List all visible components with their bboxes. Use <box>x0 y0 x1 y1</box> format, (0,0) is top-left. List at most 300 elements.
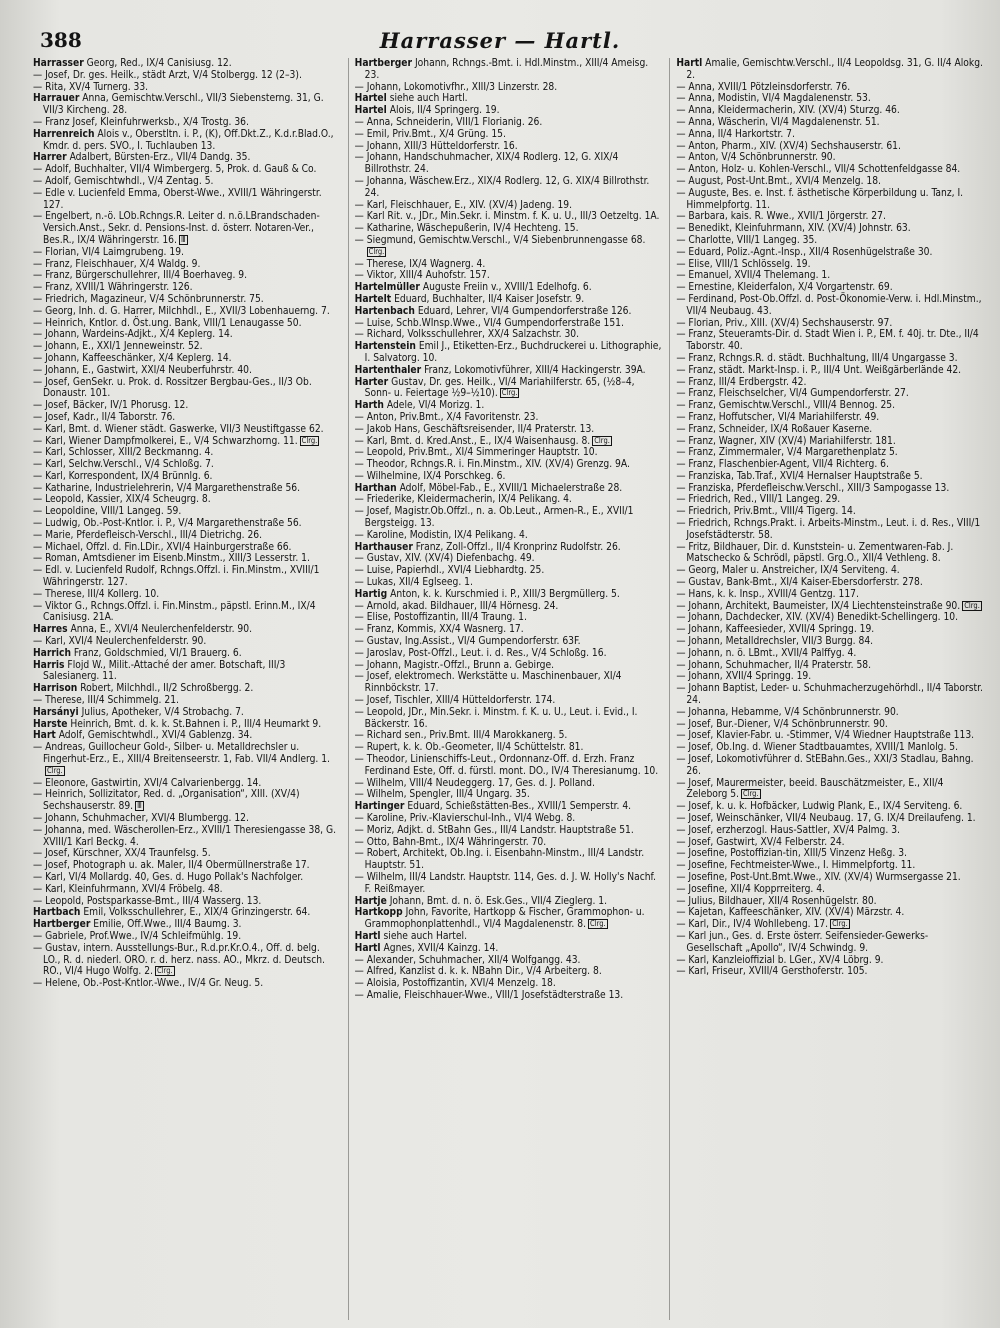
directory-entry <box>676 353 983 365</box>
directory-entry <box>33 825 340 849</box>
directory-entry <box>33 377 340 401</box>
directory-entry <box>355 365 662 377</box>
entry-surname: Harres <box>33 624 68 636</box>
directory-entry <box>33 70 340 82</box>
directory-entry <box>33 294 340 306</box>
directory-entry <box>355 141 662 153</box>
entry-text: — Hans, k. k. Insp., XVIII/4 Gentzg. 117. <box>676 588 859 600</box>
entry-text: — Franz, Zimmermaler, V/4 Margarethenplatz 5. <box>676 447 898 459</box>
directory-entry <box>33 129 340 153</box>
entry-text: — Johann, Architekt, Baumeister, IX/4 Liechtensteinstraße 90. <box>676 600 961 612</box>
entry-text: — Anton, Priv.Bmt., X/4 Favoritenstr. 23. <box>354 411 539 423</box>
directory-entry <box>676 400 983 412</box>
directory-entry <box>355 742 662 754</box>
directory-entry <box>676 329 983 353</box>
directory-entry <box>33 459 340 471</box>
entry-surname: Hartl <box>354 942 381 954</box>
entry-badge: Clrg. <box>742 789 759 799</box>
directory-entry <box>33 164 340 176</box>
entry-text: — Johann, XVII/4 Springg. 19. <box>676 671 812 683</box>
entry-surname: Hartel <box>354 105 387 117</box>
directory-entry <box>355 990 662 1002</box>
entry-text: — Edl. v. Lucienfeld Rudolf, Rchngs.Offzl. i. Fin.Minstm., XVIII/1 Währingerstr. 127. <box>33 565 320 589</box>
directory-entry <box>676 82 983 94</box>
entry-text: — Katharine, Industrielehrerin, V/4 Margarethenstraße 56. <box>33 482 301 494</box>
entry-text: — Leopold, JDr., Min.Sekr. i. Minstm. f. K. u. U., Leut. i. Evid., I. Bäckerstr. 16. <box>354 706 638 730</box>
entry-surname: Harthan <box>354 482 397 494</box>
entry-text: — Johann, Handschuhmacher, XIX/4 Rodlerg. 12, G. XIX/4 Billrothstr. 24. <box>354 152 619 176</box>
entry-text: — Gustav, XIV. (XV/4) Diefenbachg. 49. <box>354 553 535 565</box>
entry-text: — Anna, Kleidermacherin, XIV. (XV/4) Sturzg. 46. <box>676 105 900 117</box>
directory-entry <box>676 506 983 518</box>
entry-text: — Barbara, kais. R. Wwe., XVII/1 Jörgerstr. 27. <box>676 211 886 223</box>
entry-text: Georg, Red., IX/4 Canisiusg. 12. <box>86 58 232 69</box>
directory-entry <box>355 660 662 672</box>
entry-text: — Marie, Pferdefleisch-Verschl., III/4 Dietrichg. 26. <box>33 529 263 541</box>
entry-text: — Karoline, Priv.-Klavierschul-Inh., VI/4 Webg. 8. <box>354 813 576 824</box>
entry-text: — Anna, II/4 Harkortstr. 7. <box>676 128 795 140</box>
entry-text: — Leopold, Kassier, XIX/4 Scheugrg. 8. <box>33 494 211 506</box>
entry-text: — Johann, E., XXI/1 Jenneweinstr. 52. <box>33 341 203 353</box>
directory-entry <box>676 848 983 860</box>
entry-surname: Harrison <box>33 683 78 695</box>
entry-text: — Josef, erzherzogl. Haus-Sattler, XV/4 Palmg. 3. <box>676 824 900 836</box>
entry-surname: Hartenstein <box>354 341 416 353</box>
directory-entry <box>33 601 340 625</box>
entry-text: — Johann, Kaffeeschänker, X/4 Keplerg. 14. <box>33 352 232 364</box>
entry-text: — Josef, Magistr.Ob.Offzl., n. a. Ob.Leut., Armen-R., E., XVII/1 Bergsteigg. 13. <box>354 506 634 530</box>
directory-entry <box>676 778 983 802</box>
entry-text: — Josef, Kadr., II/4 Taborstr. 76. <box>33 411 176 423</box>
entry-text: — Katharine, Wäschepußerin, IV/4 Hechteng. 15. <box>354 223 579 235</box>
running-head: Harrasser — Hartl. <box>379 28 621 53</box>
directory-entry <box>676 436 983 448</box>
entry-text: — Franz, Flaschenbier-Agent, VII/4 Richterg. 6. <box>676 459 889 471</box>
directory-entry <box>355 400 662 412</box>
directory-entry <box>676 612 983 624</box>
directory-entry <box>33 813 340 825</box>
entry-text: — Siegmund, Gemischtw.Verschl., V/4 Siebenbrunnengasse 68. <box>354 234 646 246</box>
directory-entry <box>33 82 340 94</box>
directory-entry <box>355 966 662 978</box>
entry-text: — Alexander, Schuhmacher, XII/4 Wolfgangg. 43. <box>354 954 581 966</box>
entry-text: — Johann Baptist, Leder- u. Schuhmacherzugehörhdl., II/4 Taborstr. 24. <box>676 683 983 707</box>
entry-text: — Florian, VI/4 Laimgrubeng. 19. <box>33 246 184 258</box>
directory-entry <box>676 884 983 896</box>
directory-entry <box>676 860 983 872</box>
entry-text: — Josef, Maurermeister, beeid. Bauschätzmeister, E., XII/4 Zeleborg 5. <box>676 777 944 801</box>
entry-text: Eduard, Schießstätten-Bes., XVIII/1 Semperstr. 4. <box>407 801 632 813</box>
directory-entry <box>676 58 983 82</box>
entry-text: — Auguste, Bes. e. Inst. f. ästhetische Körperbildung u. Tanz, I. Himmelpfortg. 11. <box>676 187 964 211</box>
entry-text: — Josef, Weinschänker, VII/4 Neubaug. 17, G. IX/4 Dreilaufeng. 1. <box>676 813 976 824</box>
entry-text: — Wilhelm, VIII/4 Neudeggerg. 17, Ges. d. J. Polland. <box>354 777 595 789</box>
entry-surname: Hartberger <box>33 919 91 931</box>
entry-text: — Anton, Holz- u. Kohlen-Verschl., VII/4 Schottenfeldgasse 84. <box>676 164 961 176</box>
directory-entry <box>355 565 662 577</box>
directory-entry <box>355 601 662 613</box>
entry-text: — Wilhelm, III/4 Landstr. Hauptstr. 114, Ges. d. J. W. Holly's Nachf. F. Reißmayer. <box>354 871 656 895</box>
entry-badge: Clrg. <box>301 435 318 445</box>
entry-surname: Hartelmüller <box>354 282 420 294</box>
entry-text: — Charlotte, VIII/1 Langeg. 35. <box>676 234 818 246</box>
entry-text: Adele, VI/4 Morizg. 1. <box>386 400 485 412</box>
directory-entry <box>33 778 340 790</box>
entry-text: — Anna, XVIII/1 Pötzleinsdorferstr. 76. <box>676 81 851 93</box>
entry-text: — Karoline, Modistin, IX/4 Pelikang. 4. <box>354 529 528 541</box>
entry-text: — Johann, Metalldrechsler, VII/3 Burgg. 84. <box>676 636 874 648</box>
entry-text: — Karl, Friseur, XVIII/4 Gersthoferstr. 105. <box>676 966 868 978</box>
directory-entry <box>676 919 983 931</box>
entry-text: — Josef, Dr. ges. Heilk., städt Arzt, V/4 Stolbergg. 12 (2–3). <box>33 69 302 81</box>
entry-text: Auguste Freiin v., XVIII/1 Edelhofg. 6. <box>422 282 592 294</box>
directory-entry <box>33 896 340 908</box>
entry-text: — Robert, Architekt, Ob.Ing. i. Eisenbahn-Minstm., III/4 Landstr. Hauptstr. 51. <box>354 848 645 872</box>
entry-text: — Johann, Dachdecker, XIV. (XV/4) Benedikt-Schellingerg. 10. <box>676 612 959 624</box>
directory-entry <box>355 553 662 565</box>
directory-entry <box>33 719 340 731</box>
directory-entry <box>676 589 983 601</box>
directory-entry <box>33 789 340 813</box>
directory-entry <box>676 754 983 778</box>
directory-entry <box>676 730 983 742</box>
entry-text: — Richard sen., Priv.Bmt. III/4 Marokkanerg. 5. <box>354 730 568 742</box>
directory-entry <box>676 282 983 294</box>
entry-text: — Karl, Schlosser, XIII/2 Beckmanng. 4. <box>33 447 214 459</box>
directory-entry <box>33 471 340 483</box>
entry-text: — Richard, Volksschullehrer, XX/4 Salzachstr. 30. <box>354 329 580 341</box>
entry-badge: Clrg. <box>964 600 980 610</box>
directory-entry <box>33 884 340 896</box>
directory-entry <box>676 683 983 707</box>
directory-entry <box>676 896 983 908</box>
entry-text: Alois v., Oberstltn. i. P., (K), Off.Dkt.Z., K.d.r.Blad.O., Kmdr. d. pers. SVO., I. Tuchlauben 13. <box>43 128 334 152</box>
entry-text: — Moriz, Adjkt. d. StBahn Ges., III/4 Landstr. Hauptstraße 51. <box>354 824 634 836</box>
entry-badge: Clrg. <box>156 966 173 976</box>
directory-entry <box>355 176 662 200</box>
entry-text: — Friedrich, Red., VIII/1 Langeg. 29. <box>676 494 841 506</box>
entry-text: — Anton, Pharm., XIV. (XV/4) Sechshauserstr. 61. <box>676 140 901 152</box>
entry-text: — Franziska, Tab.Traf., XVI/4 Hernalser Hauptstraße 5. <box>676 470 923 482</box>
entry-text: — Kajetan, Kaffeeschänker, XIV. (XV/4) Märzstr. 4. <box>676 907 905 919</box>
directory-entry <box>33 730 340 742</box>
directory-entry <box>355 117 662 129</box>
entry-text: — Johanna, Wäschew.Erz., XIX/4 Rodlerg. 12, G. XIX/4 Billrothstr. 24. <box>354 175 650 199</box>
directory-entry <box>33 683 340 695</box>
directory-entry <box>33 400 340 412</box>
entry-text: — Therese, IX/4 Wagnerg. 4. <box>354 258 486 270</box>
entry-text: — Alfred, Kanzlist d. k. k. NBahn Dir., V/4 Arbeiterg. 8. <box>354 966 602 978</box>
entry-text: — Adolf, Gemischtwhdl., V/4 Zentag. 5. <box>33 175 214 187</box>
directory-entry <box>33 329 340 341</box>
entry-text: Anna, E., XVI/4 Neulerchenfelderstr. 90. <box>70 624 252 636</box>
entry-badge: Clrg. <box>501 388 518 398</box>
entry-text: Robert, Milchhdl., II/2 Schroßbergg. 2. <box>80 683 254 695</box>
directory-entry <box>355 624 662 636</box>
directory-entry <box>355 943 662 955</box>
entry-text: Adolf, Möbel-Fab., E., XVIII/1 Michaelerstraße 28. <box>399 482 623 494</box>
entry-text: — Ludwig, Ob.-Post-Kntlor. i. P., V/4 Margarethenstraße 56. <box>33 518 302 530</box>
entry-text: — Johann, Lokomotivfhr., XIII/3 Linzerstr. 28. <box>354 81 558 93</box>
entry-badge: Clrg. <box>47 765 63 775</box>
directory-entry <box>676 565 983 577</box>
entry-text: — Franz, Gemischtw.Verschl., VIII/4 Bennog. 25. <box>676 400 896 412</box>
entry-text: Heinrich, Bmt. d. k. k. St.Bahnen i. P., III/4 Heumarkt 9. <box>70 718 322 730</box>
entry-surname: Hartbach <box>33 907 81 919</box>
entry-text: — Florian, Priv., XIII. (XV/4) Sechshauserstr. 97. <box>676 317 893 329</box>
directory-entry <box>355 270 662 282</box>
directory-entry <box>355 848 662 872</box>
entry-text: — Michael, Offzl. d. Fin.LDir., XVI/4 Hainburgerstraße 66. <box>33 541 292 553</box>
directory-entry <box>676 837 983 849</box>
directory-entry <box>676 412 983 424</box>
directory-entry <box>33 282 340 294</box>
entry-text: — Josefine, Fechtmeister-Wwe., I. Himmelpfortg. 11. <box>676 860 916 872</box>
entry-text: Adolf, Gemischtwhdl., XVI/4 Gablenzg. 34. <box>58 730 253 742</box>
entry-text: — Jakob Hans, Geschäftsreisender, II/4 Praterstr. 13. <box>354 423 595 435</box>
directory-entry <box>676 294 983 318</box>
entry-text: — Friedrich, Rchngs.Prakt. i. Arbeits-Minstm., Leut. i. d. Res., VIII/1 Josefstädterstr. 58. <box>676 518 981 541</box>
directory-entry <box>676 601 983 613</box>
entry-text: — Franz, Fleischhauer, X/4 Waldg. 9. <box>33 258 201 270</box>
directory-entry <box>676 518 983 542</box>
entry-surname: Harth <box>354 400 384 412</box>
entry-surname: Harter <box>354 376 389 388</box>
entry-text: — Franz, Fleischselcher, VI/4 Gumpendorferstr. 27. <box>676 388 909 400</box>
directory-entry <box>676 223 983 235</box>
entry-text: — Franz, Schneider, IX/4 Roßauer Kaserne. <box>676 423 873 435</box>
directory-entry <box>355 235 662 259</box>
entry-text: — Josef, Gastwirt, XV/4 Felberstr. 24. <box>676 836 845 848</box>
directory-entry <box>355 801 662 813</box>
directory-entry <box>676 648 983 660</box>
entry-surname: Harris <box>33 659 65 671</box>
directory-entry <box>33 542 340 554</box>
entry-text: — Franz, Steueramts-Dir. d. Stadt Wien i. P., EM. f. 40j. tr. Dte., II/4 Taborstr. 40. <box>676 329 979 353</box>
directory-entry <box>355 341 662 365</box>
entry-text: — Karl Rit. v., JDr., Min.Sekr. i. Minstm. f. K. u. U., III/3 Oetzeltg. 1A. <box>354 211 660 223</box>
entry-text: — Johann, XIII/3 Hütteldorferstr. 16. <box>354 140 518 152</box>
entry-text: — Georg, Inh. d. G. Harrer, Milchhdl., E., XVII/3 Lobenhauerng. 7. <box>33 305 330 317</box>
directory-entry <box>355 530 662 542</box>
entry-text: — Karl, Kleinfuhrmann, XVI/4 Fröbelg. 48. <box>33 883 223 895</box>
entry-text: — Elise, VIII/1 Schlösselg. 19. <box>676 258 811 270</box>
directory-entry <box>33 636 340 648</box>
directory-entry <box>33 447 340 459</box>
directory-entry <box>676 483 983 495</box>
entry-text: — Josef, k. u. k. Hofbäcker, Ludwig Plank, E., IX/4 Serviteng. 6. <box>676 801 963 813</box>
directory-entry <box>676 424 983 436</box>
entry-text: — Anna, Schneiderin, VIII/1 Florianig. 26. <box>354 116 543 128</box>
entry-text: — Lukas, XII/4 Eglseeg. 1. <box>354 577 473 589</box>
directory-entry <box>33 660 340 684</box>
entry-surname: Harste <box>33 718 68 730</box>
directory-entry <box>355 329 662 341</box>
directory-entry <box>676 801 983 813</box>
directory-entry <box>676 388 983 400</box>
directory-entry <box>676 105 983 117</box>
entry-text: — Franz, III/4 Erdbergstr. 42. <box>676 376 807 388</box>
entry-text: — Josef, Klavier-Fabr. u. -Stimmer, V/4 Wiedner Hauptstraße 113. <box>676 730 975 742</box>
entry-surname: Harsányi <box>33 706 79 718</box>
directory-entry <box>355 412 662 424</box>
entry-text: — Josef, GenSekr. u. Prok. d. Rossitzer Bergbau-Ges., II/3 Ob. Donaustr. 101. <box>33 376 312 400</box>
directory-entry <box>33 907 340 919</box>
directory-entry <box>676 117 983 129</box>
directory-entry <box>355 306 662 318</box>
entry-text: — Ferdinand, Post-Ob.Offzl. d. Post-Ökonomie-Verw. i. Hdl.Minstm., VII/4 Neubaug. 43. <box>676 293 982 317</box>
directory-entry <box>676 152 983 164</box>
directory-entry <box>676 247 983 259</box>
entry-text: — Josefine, Postoffizian-tin, XIII/5 Vinzenz Heßg. 3. <box>676 848 907 860</box>
directory-entry <box>33 506 340 518</box>
directory-entry <box>355 589 662 601</box>
directory-entry <box>33 742 340 777</box>
directory-entry <box>355 648 662 660</box>
entry-text: — Gustav, Bank-Bmt., XI/4 Kaiser-Ebersdorferstr. 278. <box>676 577 923 589</box>
directory-entry <box>33 176 340 188</box>
entry-text: Anton, k. k. Kurschmied i. P., XIII/3 Bergmüllerg. 5. <box>390 588 620 600</box>
entry-text: Johann, Rchngs.-Bmt. i. Hdl.Minstm., XIII/4 Ameisg. 23. <box>364 58 649 81</box>
entry-text: — Theodor, Linienschiffs-Leut., Ordonnanz-Off. d. Erzh. Franz Ferdinand Este, Off. d. fürstl. mont. DO., IV/4 Theresianumg. 10. <box>354 754 659 777</box>
directory-entry <box>33 270 340 282</box>
directory-entry <box>676 129 983 141</box>
directory-entry <box>676 447 983 459</box>
directory-entry <box>33 931 340 943</box>
entry-text: — Viktor G., Rchngs.Offzl. i. Fin.Minstm., päpstl. Erinn.M., IX/4 Canisiusg. 21A. <box>33 600 316 624</box>
directory-entry <box>676 636 983 648</box>
directory-entry <box>355 577 662 589</box>
entry-surname: Harrich <box>33 647 71 659</box>
entry-text: — Josefine, XII/4 Kopprreiterg. 4. <box>676 883 825 895</box>
entry-text: — Wilhelmine, IX/4 Porschkeg. 6. <box>354 470 506 482</box>
entry-text: — Josefine, Post-Unt.Bmt.Wwe., XIV. (XV/4) Wurmsergasse 21. <box>676 871 961 883</box>
page-header <box>0 28 1000 58</box>
entry-text: — Julius, Bildhauer, XII/4 Rosenhügelstr. 80. <box>676 895 877 907</box>
directory-entry <box>33 247 340 259</box>
entry-text: — Johann, E., Gastwirt, XXI/4 Neuberfuhrstr. 40. <box>33 364 252 376</box>
entry-surname: Hartl <box>676 58 703 69</box>
page-number: 388 <box>40 28 82 52</box>
entry-badge: Clrg. <box>594 435 610 445</box>
column-2 <box>348 58 662 1320</box>
directory-entry <box>355 424 662 436</box>
directory-entry <box>355 152 662 176</box>
directory-entry <box>33 530 340 542</box>
directory-entry <box>676 164 983 176</box>
entry-text: Amalie, Gemischtw.Verschl., II/4 Leopoldsg. 31, G. II/4 Alokg. 2. <box>686 58 983 81</box>
entry-text: — Leopoldine, VIII/1 Langeg. 59. <box>33 506 182 518</box>
directory-entry <box>676 660 983 672</box>
entry-text: — Leopold, Priv.Bmt., XI/4 Simmeringer Hauptstr. 10. <box>354 447 598 459</box>
entry-text: — Karl, Kanzleioffizial b. LGer., XV/4 Löbrg. 9. <box>676 954 884 966</box>
entry-text: — Franz, XVIII/1 Währingerstr. 126. <box>33 282 193 294</box>
entry-text: — Theodor, Rchngs.R. i. Fin.Minstm., XIV. (XV/4) Grenzg. 9A. <box>354 459 630 471</box>
entry-text: — Georg, Maler u. Anstreicher, IX/4 Serviteng. 4. <box>676 565 900 577</box>
directory-entry <box>33 412 340 424</box>
directory-entry <box>355 837 662 849</box>
entry-text: — Andreas, Guillocheur Gold-, Silber- u. Metalldrechsler u. Fingerhut-Erz., E., XIII/4 Breitenseerstr. 1, Fab. VII/4 Andlerg. 1. <box>33 742 330 766</box>
entry-badge: Clrg. <box>832 919 848 929</box>
entry-text: — Anna, Wäscherin, VI/4 Magdalenenstr. 51. <box>676 116 880 128</box>
entry-text: — Amalie, Fleischhauer-Wwe., VIII/1 Josefstädterstraße 13. <box>354 989 624 1001</box>
entry-text: siehe auch Hartl. <box>389 93 468 105</box>
entry-text: — Friedrich, Magazineur, V/4 Schönbrunnerstr. 75. <box>33 293 264 305</box>
directory-entry <box>33 58 340 70</box>
entry-text: Johann, Bmt. d. n. ö. Esk.Ges., VII/4 Zieglerg. 1. <box>389 895 608 907</box>
entry-surname: Hartel <box>354 93 387 105</box>
entry-badge: Ⅲ <box>180 234 186 244</box>
directory-entry <box>33 259 340 271</box>
entry-text: — Elise, Postoffizantin, III/4 Traung. 1. <box>354 612 527 624</box>
entry-text: — Karl, Bmt. d. Wiener städt. Gaswerke, VII/3 Neustiftgasse 62. <box>33 423 324 435</box>
directory-entry <box>676 825 983 837</box>
entry-surname: Harrenreich <box>33 128 95 140</box>
entry-text: Emil J., Etiketten-Erz., Buchdruckerei u. Lithographie, I. Salvatorg. 10. <box>364 341 662 364</box>
directory-entry <box>676 742 983 754</box>
entry-text: — Josef, Lokomotivführer d. StEBahn.Ges., XXI/3 Stadlau, Bahng. 26. <box>676 754 974 777</box>
entry-text: — Franz, Rchngs.R. d. städt. Buchhaltung, III/4 Ungargasse 3. <box>676 352 958 364</box>
entry-text: — Gustav, Ing.Assist., VI/4 Gumpendorferstr. 63F. <box>354 636 581 648</box>
column-1 <box>33 58 340 1320</box>
entry-text: — Karl jun., Ges. d. Erste österr. Seifensieder-Gewerks-Gesellschaft „Apollo“, IV/4 Schwindg. 9. <box>676 930 929 954</box>
directory-entry <box>355 200 662 212</box>
directory-columns <box>33 58 983 1320</box>
directory-entry <box>33 565 340 589</box>
entry-surname: Hartig <box>354 588 388 600</box>
directory-entry <box>355 907 662 931</box>
entry-text: — Engelbert, n.-ö. LOb.Rchngs.R. Leiter d. n.ö.LBrandschaden-Versich.Anst., Sekr. d. Pensions-Inst. d. österr. Notaren-Ver., Bes.R., IX/4 Währingerstr. 16. <box>33 211 320 246</box>
entry-text: — Otto, Bahn-Bmt., IX/4 Währingerstr. 70. <box>354 836 547 848</box>
entry-text: — Johanna, med. Wäscherollen-Erz., XVIII/1 Theresiengasse 38, G. XVIII/1 Karl Beckg. 4. <box>33 824 336 848</box>
entry-text: Flojd W., Milit.-Attaché der amer. Botschaft, III/3 Salesianerg. 11. <box>43 659 286 683</box>
directory-entry <box>33 919 340 931</box>
entry-text: — Franz Josef, Kleinfuhrwerksb., X/4 Trostg. 36. <box>33 116 249 128</box>
directory-entry <box>33 353 340 365</box>
entry-text: — Karl, Dir., IV/4 Wohllebeng. 17. <box>676 919 829 931</box>
directory-entry <box>676 188 983 212</box>
entry-text: John, Favorite, Hartkopp & Fischer, Grammophon- u. Grammophonplattenhdl., VI/4 Magdalenenstr. 8. <box>364 907 645 931</box>
directory-entry <box>33 117 340 129</box>
directory-entry <box>33 93 340 117</box>
entry-text: — Luise, Papierhdl., XVI/4 Liebhardtg. 25. <box>354 565 545 577</box>
entry-text: — Eleonore, Gastwirtin, XVI/4 Calvarienbergg. 14. <box>33 777 262 789</box>
entry-surname: Hart <box>33 730 56 742</box>
entry-text: Adalbert, Bürsten-Erz., VII/4 Dandg. 35. <box>69 152 251 164</box>
directory-entry <box>355 695 662 707</box>
directory-entry <box>676 259 983 271</box>
entry-text: — Friederike, Kleidermacherin, IX/4 Pelikang. 4. <box>354 494 572 506</box>
entry-surname: Hartinger <box>354 801 405 813</box>
directory-entry <box>676 813 983 825</box>
directory-entry <box>676 542 983 566</box>
directory-entry <box>33 211 340 246</box>
entry-text: — Johanna, Hebamme, V/4 Schönbrunnerstr. 90. <box>676 706 899 718</box>
directory-entry <box>355 459 662 471</box>
directory-entry <box>355 494 662 506</box>
directory-entry <box>355 105 662 117</box>
directory-entry <box>676 671 983 683</box>
entry-surname: Hartl <box>354 930 381 942</box>
entry-text: Alois, II/4 Springerg. 19. <box>389 105 500 117</box>
directory-entry <box>355 471 662 483</box>
entry-text: — Wilhelm, Spengler, III/4 Ungarg. 35. <box>354 789 530 801</box>
directory-entry <box>355 931 662 943</box>
directory-entry <box>355 542 662 554</box>
directory-entry <box>33 494 340 506</box>
directory-entry <box>355 282 662 294</box>
directory-entry <box>676 966 983 978</box>
